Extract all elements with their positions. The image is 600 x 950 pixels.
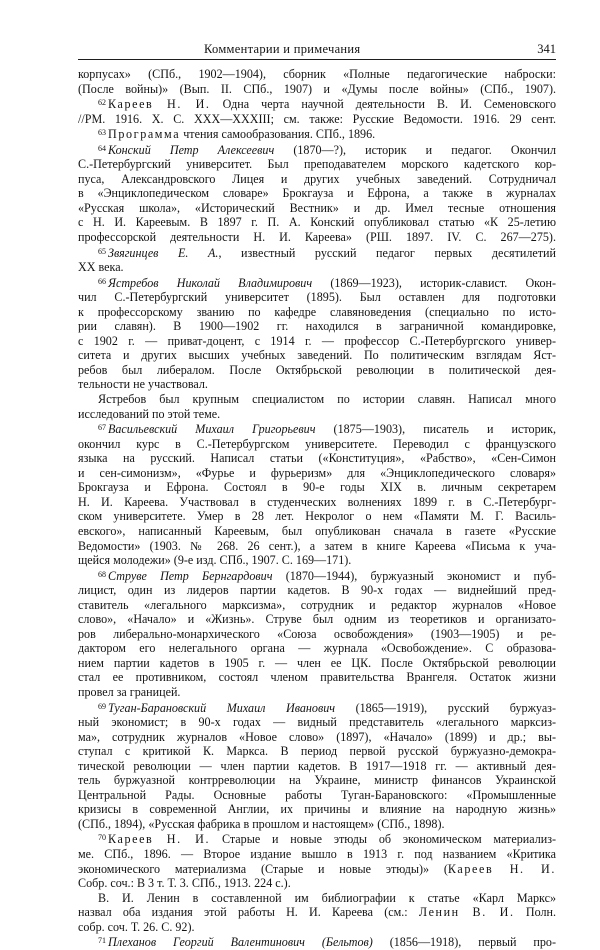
text-run: ставитель «легального марксизма», сотрудник и редактор журналов «Новое — [78, 597, 556, 612]
text-run: (СПб., 1894), «Русская фабрика в прошлом и настоящем» (СПб., 1898). — [78, 816, 445, 831]
page-number: 341 — [537, 42, 556, 56]
text-line — [78, 539, 556, 554]
text-run: чтения самообразования. СПб., 1896. — [180, 127, 376, 142]
text-run: языка на русский. Написал статьи («Конституция», «Рабство», «Сен-Симон — [78, 451, 556, 466]
text-run: (1875—1903), писатель и историк, — [315, 422, 556, 437]
text-run: Одна черта научной деятельности В. И. Семеновского — [210, 97, 556, 112]
text-run: назвал оба издания этой работы Н. И. Кареева (см.: — [78, 905, 419, 920]
person-name: Васильевский Михаил Григорьевич — [108, 422, 316, 437]
text-line — [78, 437, 556, 452]
text-line — [78, 201, 556, 216]
text-run: (1870—1944), буржуазный экономист и пуб- — [272, 568, 556, 583]
text-line — [78, 142, 556, 158]
footnote-number: 63 — [98, 128, 106, 138]
text-line — [78, 186, 556, 201]
text-run: ма», сотрудник журналов «Новое слово» (1897), «Начало» (1899) и др.; вы- — [78, 729, 556, 744]
text-line — [78, 891, 556, 906]
author-name: Кареев Н. И. — [108, 97, 211, 112]
text-run: стал ее противником, состоял членом правительства Врангеля. Остаток жизни — [78, 670, 556, 685]
text-line — [78, 788, 556, 803]
text-line — [78, 96, 556, 112]
text-run: Центральной Рады. Основные работы Туган-Барановского: «Промышленные — [78, 787, 556, 802]
text-run: ров либерально-монархического «Союза освобождения» (1903—1905) и ре- — [78, 626, 556, 641]
text-run: к профессорскому званию по кафедре славяноведения (специально по исто- — [78, 304, 556, 319]
text-run: ступал с критикой К. Маркса. В период первой русской буржуазно-демокра- — [78, 744, 556, 759]
text-run: XX века. — [78, 260, 124, 275]
text-line — [78, 612, 556, 627]
text-line — [78, 480, 556, 495]
footnote-number: 62 — [98, 98, 106, 108]
text-line — [78, 495, 556, 510]
text-run: С.-Петербургский университет. Был преподавателем морского кадетского кор- — [78, 157, 556, 172]
text-line — [78, 598, 556, 613]
text-run: Полн. — [514, 905, 556, 920]
author-name: Кареев Н. И. — [447, 861, 556, 876]
text-run: дактором его нелегального органа — журнала «Освобождение». С образова- — [78, 641, 556, 656]
text-line — [78, 334, 556, 349]
text-run: экономического материализма (Старые и новые этюды)» ( — [78, 861, 448, 876]
person-name: Звягинцев Е. А. — [108, 245, 219, 260]
text-line — [78, 421, 556, 437]
text-line — [78, 744, 556, 759]
running-title: Комментарии и примечания — [204, 42, 361, 56]
text-run: ный экономист; в 90-х годах — видный представитель «легального марксиз- — [78, 715, 556, 730]
footnote-number: 67 — [98, 423, 106, 433]
text-run: пуса, Александровского Лицея и других учебных заведений. Сотрудничал — [78, 171, 556, 186]
author-name: Кареев Н. И. — [108, 832, 211, 847]
text-line — [78, 715, 556, 730]
text-line — [78, 831, 556, 847]
text-run: ребов был либералом. После Октябрьской революции в политической дея- — [78, 362, 556, 377]
text-run: Ведомости» (1903. № 268. 26 сент.), а затем в книге Кареева «Письма к уча- — [78, 538, 556, 553]
text-line — [78, 685, 556, 700]
person-name: Плеханов Георгий Валентинович (Бельтов) — [108, 935, 373, 950]
text-run: тической революции — член партии кадетов. В 1917—1918 гг. — активный дея- — [78, 758, 556, 773]
text-run: Старые и новые этюды об экономическом материализ- — [210, 832, 556, 847]
text-run: щейся молодежи» (9-е изд. СПб., 1907. С. 169—171). — [78, 553, 352, 568]
text-line — [78, 392, 556, 407]
person-name: Конский Петр Алексеевич — [108, 142, 275, 157]
text-run: «Русская школа», «Исторический Вестник» и др. Имел тесные отношения — [78, 200, 556, 215]
text-line — [78, 407, 556, 422]
text-run: (1870—?), историк и педагог. Окончил — [274, 142, 556, 157]
text-line — [78, 172, 556, 187]
footnote-number: 64 — [98, 143, 106, 153]
text-line — [78, 82, 556, 97]
author-name: Ленин В. И. — [418, 905, 515, 920]
running-header — [78, 41, 556, 60]
text-run: (1865—1919), русский буржуаз- — [335, 700, 556, 715]
footnote-number: 65 — [98, 246, 106, 256]
text-line — [78, 509, 556, 524]
text-run: корпусах» (СПб., 1902—1904), сборник «Полные педагогические наброски: — [78, 67, 556, 81]
text-run: В. И. Ленин в составленной им библиографии к статье «Карл Маркс» — [98, 890, 556, 905]
text-run: и сен-симонизм», «Фурье и фурьеризм» для «Энциклопедического словаря» — [78, 465, 556, 480]
text-run: Н. И. Кареева. Участвовал в студенческих волнениях 1899 г. в С.-Петербург- — [78, 494, 556, 509]
text-run: //РМ. 1916. Х. С. ХХХ—ХХХIII; см. также: Русские Ведомости. 1916. 29 сент. — [78, 111, 556, 126]
text-run: Брокгауза и Ефрона. Состоял в 90-е годы XIX в. личным секретарем — [78, 480, 556, 495]
text-run: лицист, один из лидеров партии кадетов. В 90-х годах — виднейший пред- — [78, 583, 556, 598]
text-run: окончил курс в С.-Петербургском университете. Переводил с французского — [78, 436, 556, 451]
text-line — [78, 700, 556, 716]
text-run: (1869—1923), историк-славист. Окон- — [312, 275, 556, 290]
text-line — [78, 817, 556, 832]
text-run: , известный русский педагог первых десятилетий — [218, 245, 556, 260]
text-run: евского», написанный Кареевым, был опубликован сначала в газете «Русские — [78, 523, 556, 538]
person-name: Туган-Барановский Михаил Иванович — [108, 700, 336, 715]
text-line — [78, 67, 556, 82]
text-line — [78, 305, 556, 320]
text-run: нием партии кадетов в 1905 г. — член ее ЦК. После Октябрьской революции — [78, 655, 556, 670]
text-line — [78, 876, 556, 891]
text-line — [78, 862, 556, 877]
text-line — [78, 466, 556, 481]
text-line — [78, 847, 556, 862]
footnote-number: 69 — [98, 701, 106, 711]
text-line — [78, 451, 556, 466]
text-line — [78, 553, 556, 568]
text-line — [78, 215, 556, 230]
text-line — [78, 230, 556, 245]
text-run: чил С.-Петербургский университет (1895). Был оставлен для подготовки — [78, 290, 556, 305]
text-line — [78, 802, 556, 817]
text-line — [78, 348, 556, 363]
text-run: с Н. И. Кареевым. В 1897 г. П. А. Конский опубликовал статью «К 25-летию — [78, 215, 556, 230]
notes-text-block — [78, 67, 556, 950]
text-run: собр. соч. Т. 26. С. 92). — [78, 919, 195, 934]
text-run: исследований по этой теме. — [78, 406, 221, 421]
text-line — [78, 260, 556, 275]
text-line — [78, 670, 556, 685]
text-run: рии славян). В 1900—1902 гг. находился в заграничной командировке, — [78, 319, 556, 334]
text-run: слово», «Начало» и «Жизнь». Струве был одним из теоретиков и организато- — [78, 612, 556, 627]
person-name: Ястребов Николай Владимирович — [108, 275, 313, 290]
text-run: тель буржуазной контрреволюции на Украине, министр финансов Украинской — [78, 773, 556, 788]
text-line — [78, 245, 556, 261]
text-line — [78, 363, 556, 378]
text-line — [78, 641, 556, 656]
text-run: провел за границей. — [78, 684, 181, 699]
text-line — [78, 524, 556, 539]
text-line — [78, 627, 556, 642]
text-line — [78, 319, 556, 334]
text-line — [78, 275, 556, 291]
text-run: Ястребов был крупным специалистом по истории славян. Написал много — [98, 392, 556, 407]
text-run: профессорской деятельности Н. И. Кареева» (РШ. 1897. IV. С. 267—275). — [78, 230, 556, 245]
text-run: (После войны)» (Вып. II. СПб., 1907) и «Думы после войны» (СПб., 1907). — [78, 81, 556, 96]
text-run: тельности не участвовал. — [78, 377, 208, 392]
text-line — [78, 583, 556, 598]
text-line — [78, 759, 556, 774]
text-line — [78, 656, 556, 671]
text-run: кризисы в современной Англии, их причины и влияние на народную жизнь» — [78, 802, 556, 817]
text-run: Собр. соч.: В 3 т. Т. 3. СПб., 1913. 224 с.). — [78, 876, 291, 891]
footnote-number: 70 — [98, 833, 106, 843]
text-run: ситета и других высших учебных заведений. По политическим взглядам Яст- — [78, 348, 556, 363]
author-name: Программа — [108, 127, 181, 142]
footnote-number: 68 — [98, 569, 106, 579]
text-line — [78, 568, 556, 584]
text-run: с 1902 г. — приват-доцент, с 1914 г. — профессор С.-Петербургского универ- — [78, 333, 556, 348]
text-run: в «Энциклопедическом словаре» Брокгауза и Ефрона, а также в журналах — [78, 186, 556, 201]
text-line — [78, 377, 556, 392]
text-run: ме. СПб., 1896. — Второе издание вышло в 1913 г. под названием «Критика — [78, 846, 556, 861]
text-line — [78, 773, 556, 788]
footnote-number: 66 — [98, 276, 106, 286]
text-run: (1856—1918), первый про- — [372, 935, 556, 950]
text-line — [78, 112, 556, 127]
person-name: Струве Петр Бернгардович — [108, 568, 273, 583]
text-line — [78, 290, 556, 305]
text-line — [78, 934, 556, 950]
footnote-number: 71 — [98, 936, 106, 946]
text-run: ском университете. Умер в 28 лет. Некролог о нем «Памяти М. Г. Василь- — [78, 509, 556, 524]
text-line — [78, 157, 556, 172]
text-line — [78, 920, 556, 935]
text-line — [78, 730, 556, 745]
text-line — [78, 126, 556, 142]
text-line — [78, 905, 556, 920]
